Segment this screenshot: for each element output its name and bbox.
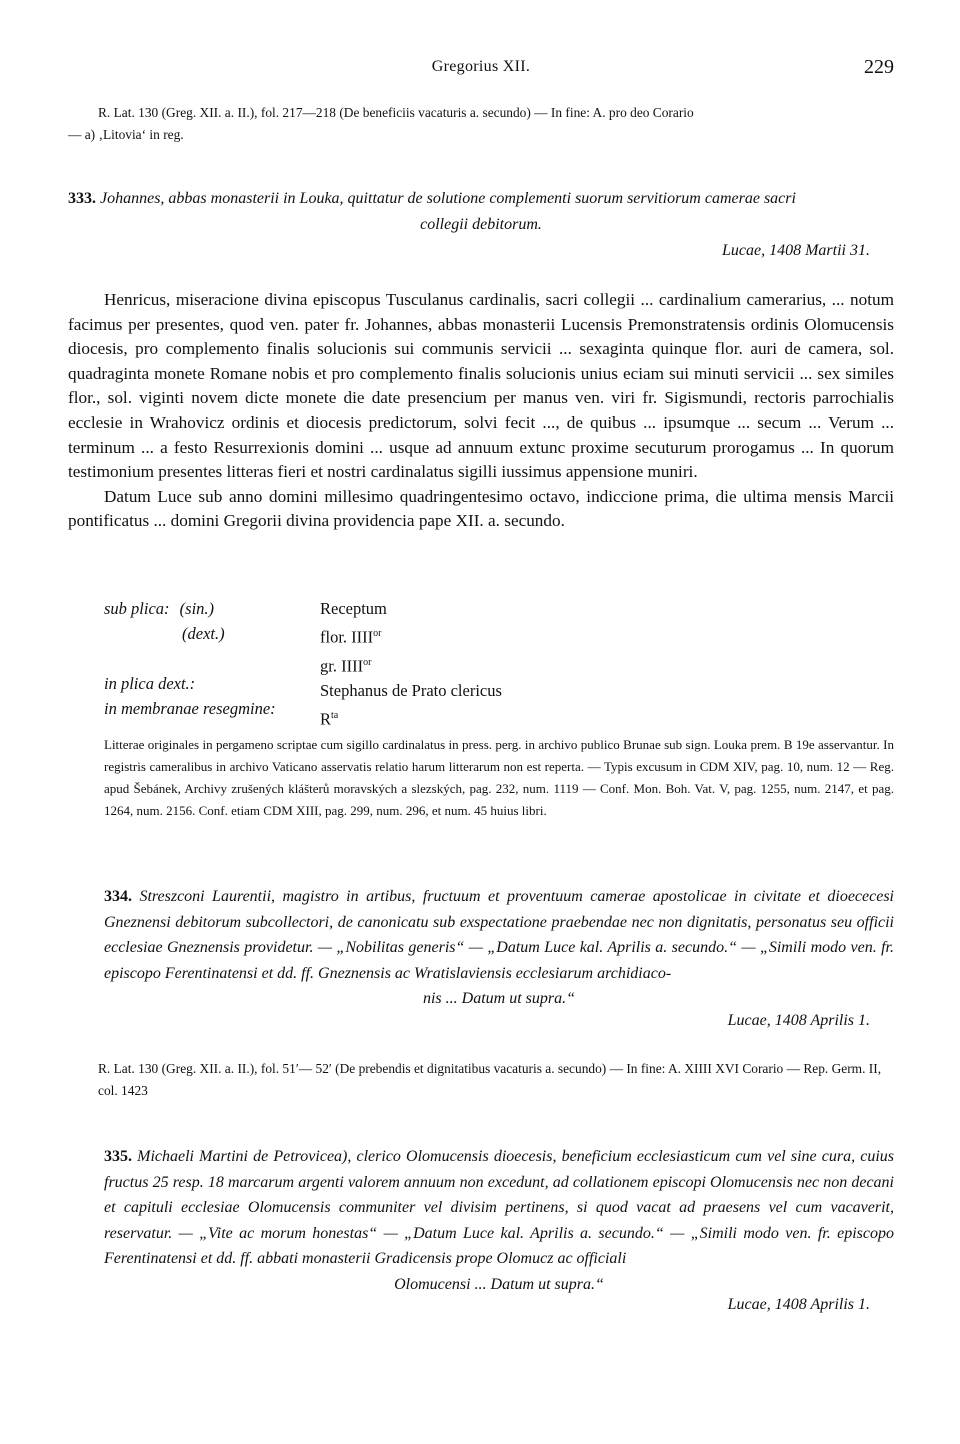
entry-333-heading-line1: Johannes, abbas monasterii in Louka, quittatur de solutione complementi suorum servitiorum camerae sacri: [100, 190, 796, 207]
entry-333-heading: [68, 186, 894, 238]
in-plica-label: in plica dext.:: [104, 674, 196, 693]
entry-335-date: Lucae, 1408 Aprilis 1.: [727, 1296, 870, 1313]
entry-335: [104, 1144, 894, 1297]
entry-334-number: 334.: [104, 888, 132, 905]
entry-335-last-line: Olomucensi ... Datum ut supra.“: [394, 1275, 604, 1293]
sub-plica-label: sub plica:: [104, 599, 170, 618]
entry-333-paragraph-1: Henricus, miseracione divina episcopus Tusculanus cardinalis, sacri collegii ... cardinalium camerarius, ... notum facimus per presentes, quod ven. pater fr. Johannes, abbas monasterii Lucensis Premonstratensis ordinis Olomucensis diocesis, pro complemento finalis solucionis sui communis servicii ... sexaginta quinque flor. auri de camera, sol. quadraginta monete Romane nobis et pro complemento finalis solucionis unius eciam sui minuti servicii ... sex similes flor., sol. viginti novem dicte monete die date presencium per manus ven. viri fr. Sigismundi, rectoris parrochialis ecclesie in Wrahovicz ordinis et diocesis predictorum, solvi fecit ..., de quibus ... ipsumque ... secum ... Verum ... terminum ... a festo Resurrexionis domini ... usque ad annuum extunc proxime secuturum prorogamus ... In quorum testimonium presentes litteras fieri et nostri cardinalatus sigilli iussimus appensione muniri.: [68, 290, 894, 482]
val-stephanus: Stephanus de Prato clericus: [320, 681, 502, 700]
val-receptum: Receptum: [320, 599, 387, 618]
entry-334-register-text: R. Lat. 130 (Greg. XII. a. II.), fol. 51′— 52′ (De prebendis et dignitatibus vacaturis a. secundo) — In fine: A. XIIII XVI Corario — Rep. Germ. II, col. 1423: [98, 1061, 882, 1098]
entry-333-footnote: Litterae originales in pergameno scriptae cum sigillo cardinalatus in press. perg. in archivo publico Brunae sub sign. Louka prem. B 19e asservantur. In registris cameralibus in archivo Vaticano asservatis relatio harum litterarum non est reperta. — Typis excusum in CDM XIV, pag. 10, num. 12 — Reg. apud Šebánek, Archivy zrušených klášterů moravských a slezských, pag. 232, num. 1119 — Conf. Mon. Boh. Vat. V, pag. 1255, num. 2147, et pag. 1264, num. 2156. Conf. etiam CDM XIII, pag. 299, num. 296, et num. 45 huius libri.: [104, 737, 894, 818]
entry-333-paragraph-2: Datum Luce sub anno domini millesimo quadringentesimo octavo, indiccione prima, die ultima mensis Marcii pontificatus ... domini Gregorii divina providencia pape XII. a. secundo.: [68, 486, 894, 531]
entry-333-heading-line2: collegii debitorum.: [420, 216, 542, 233]
val-rta: R: [320, 709, 332, 729]
entry-334: [104, 884, 894, 1012]
entry-333-number: 333.: [68, 190, 96, 207]
entry-334-text: Streszconi Laurentii, magistro in artibus, fructuum et proventuum camerae apostolicae in civitate et dioececesi Gneznensi debitorum subcollectori, de canonicatu sub exspectatione praebendae nec non dignitatis, personatus seu officii ecclesiae Gneznensis providetur. — „Nobilitas generis“ — „Datum Luce kal. Aprilis a. secundo.“ — „Simili modo ven. fr. episcopo Ferentinatensi et dd. ff. Gneznensis ac Wratislaviensis ecclesiarum archidiaco-: [104, 888, 895, 982]
top-register-line2: — a) ‚Litovia‘ in reg.: [68, 127, 184, 142]
in-membranae-label: in membranae resegmine:: [104, 699, 276, 718]
val-flor-sup: or: [373, 628, 382, 639]
val-flor: flor. IIII: [320, 627, 374, 647]
entry-334-last-line: nis ... Datum ut supra.“: [422, 990, 576, 1007]
entry-333-annotation-labels: [104, 596, 276, 721]
entry-333-date: Lucae, 1408 Martii 31.: [722, 242, 870, 259]
top-register-line1: R. Lat. 130 (Greg. XII. a. II.), fol. 217—218 (De beneficiis vacaturis a. secundo) — In fine: A. pro deo Corario: [98, 105, 694, 120]
val-gr: gr. IIII: [320, 656, 364, 675]
entry-335-text: Michaeli Martini de Petrovicea), clerico Olomucensis dioecesis, beneficium ecclesiasticum cum vel sine cura, cuius fructus 25 resp. 18 marcarum argenti valorem annuum non excedunt, ad collationem episcopi Olomucensis nec non decani et capituli ecclesiae Olomucensis communiter vel divisim pertinens, si quod vacat ad praesens vel cum vacaverit, reservatur. — „Vite ac morum honestas“ — „Datum Luce kal. Aprilis a. secundo.“ — „Simili modo ven. fr. episcopo Ferentinatensi et dd. ff. abbati monasterii Gradicensis prope Olomucz ac officiali: [104, 1148, 894, 1267]
val-gr-sup: or: [363, 656, 372, 668]
val-rta-sup: ta: [331, 710, 339, 721]
running-title: Gregorius XII.: [431, 58, 531, 75]
entry-333-body: [68, 288, 894, 534]
entry-333-annotation-values: [320, 596, 502, 732]
dext-label: (dext.): [182, 624, 225, 643]
entry-334-register: [68, 1058, 894, 1102]
sin-label: (sin.): [179, 599, 215, 618]
page-number: 229: [864, 56, 894, 78]
top-register-note: [68, 102, 894, 146]
entry-334-date: Lucae, 1408 Aprilis 1.: [727, 1012, 870, 1029]
entry-335-number: 335.: [104, 1148, 132, 1165]
